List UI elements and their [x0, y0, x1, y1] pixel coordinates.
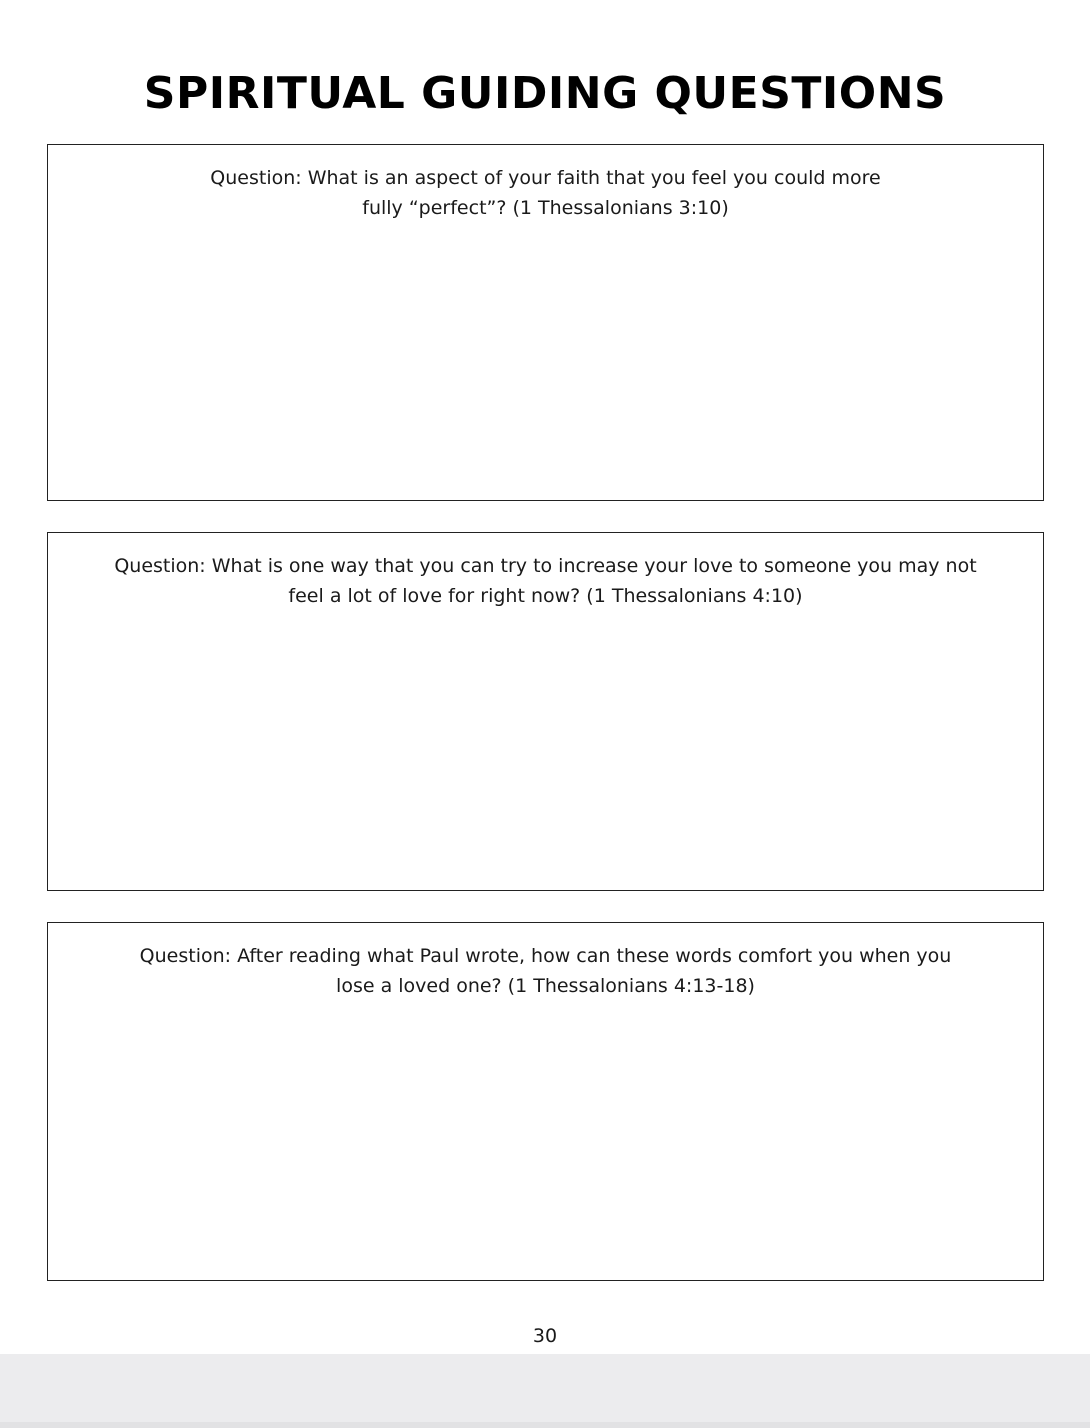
answer-box-1[interactable]: [47, 144, 1044, 501]
page-number: 30: [532, 1325, 558, 1347]
viewer-bar-edge: [0, 1422, 1090, 1428]
answer-box-3[interactable]: [47, 922, 1044, 1281]
question-3-line-2: lose a loved one? (1 Thessalonians 4:13-18): [336, 975, 755, 997]
question-text-1: [210, 163, 880, 223]
question-1-line-2: fully “perfect”? (1 Thessalonians 3:10): [362, 197, 729, 219]
viewer-bottom-bar: [0, 1354, 1090, 1428]
question-3-line-1: Question: After reading what Paul wrote, how can these words comfort you when you: [139, 945, 952, 967]
answer-box-2[interactable]: [47, 532, 1044, 891]
question-text-3: [140, 941, 952, 1001]
page-title: SPIRITUAL GUIDING QUESTIONS: [143, 68, 947, 119]
question-2-line-2: feel a lot of love for right now? (1 Thessalonians 4:10): [288, 585, 803, 607]
question-2-line-1: Question: What is one way that you can try to increase your love to someone you may not: [114, 555, 977, 577]
question-text-2: [114, 551, 976, 611]
question-1-line-1: Question: What is an aspect of your faith that you feel you could more: [210, 167, 881, 189]
